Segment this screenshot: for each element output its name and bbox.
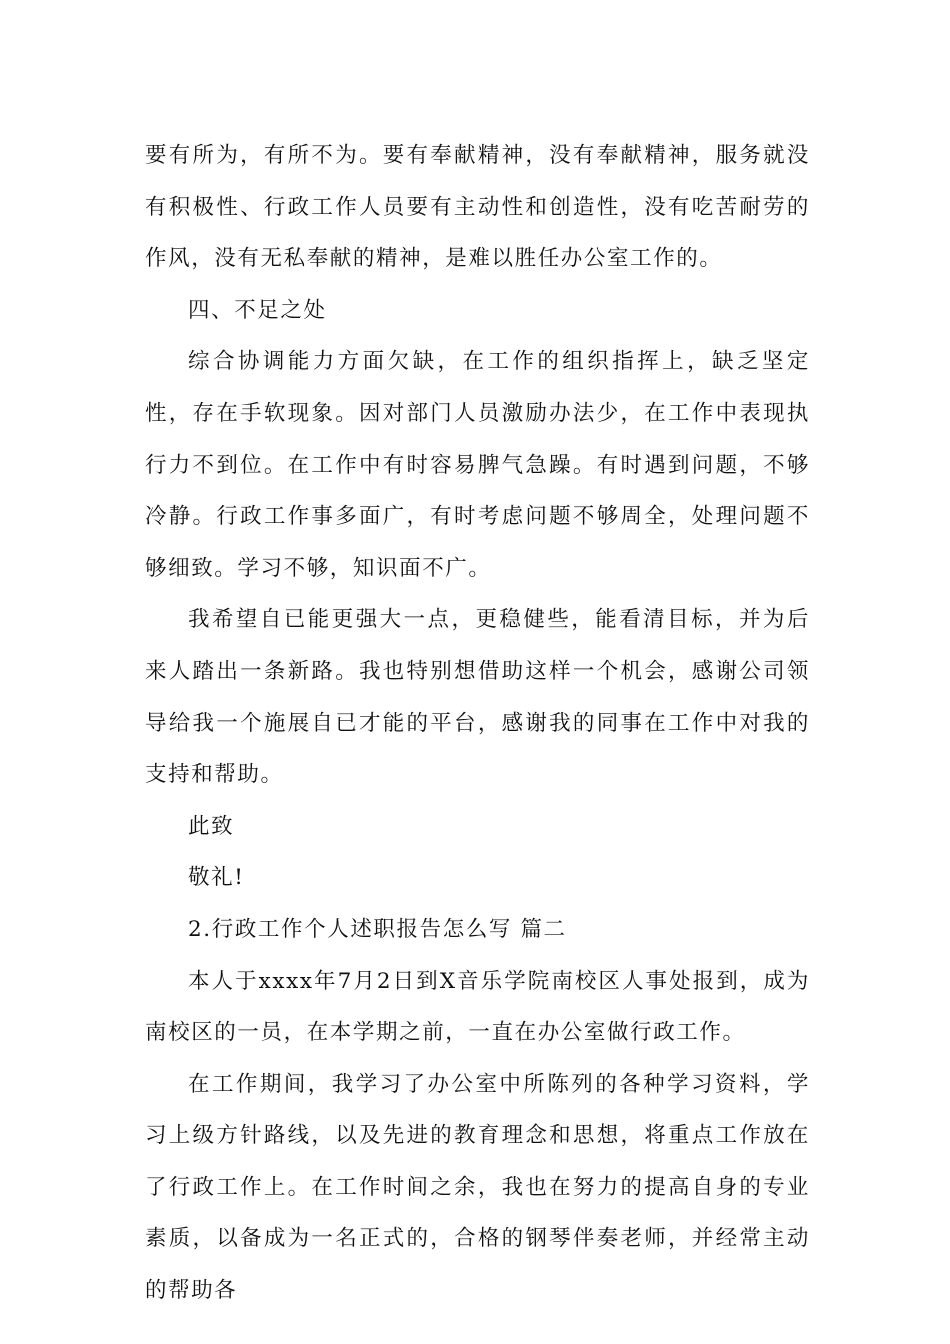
document-body [145,130,810,1317]
paragraph-service-spirit: 要有所为，有所不为。要有奉献精神，没有奉献精神，服务就没有积极性、行政工作人员要有主动性和创造性，没有吃苦耐劳的作风，没有无私奉献的精神，是难以胜任办公室工作的。 [145,143,810,272]
paragraph-hopes-and-thanks: 我希望自已能更强大一点，更稳健些，能看清目标，并为后来人踏出一条新路。我也特别想借助这样一个机会，感谢公司领导给我一个施展自已才能的平台，感谢我的同事在工作中对我的支持和帮助。 [145,607,810,788]
paragraph-work-period: 在工作期间，我学习了办公室中所陈列的各种学习资料，学习上级方针路线，以及先进的教育理念和思想，将重点工作放在了行政工作上。在工作时间之余，我也在努力的提高自身的专业素质，以备成为一名正式的，合格的钢琴伴奏老师，并经常主动的帮助各 [145,1071,810,1304]
paragraph-introduction: 本人于xxxx年7月2日到X音乐学院南校区人事处报到，成为南校区的一员，在本学期之前，一直在办公室做行政工作。 [145,968,810,1046]
paragraph-shortcomings: 综合协调能力方面欠缺，在工作的组织指挥上，缺乏坚定性，存在手软现象。因对部门人员激励办法少，在工作中表现执行力不到位。在工作中有时容易脾气急躁。有时遇到问题，不够冷静。行政工作事多面广，有时考虑问题不够周全，处理问题不够细致。学习不够，知识面不广。 [145,349,810,581]
section-heading-shortcomings: 四、不足之处 [188,297,327,323]
article-title-part-two: 2.行政工作个人述职报告怎么写 篇二 [188,916,567,942]
closing-regards: 敬礼! [188,865,245,891]
closing-salutation: 此致 [188,813,235,839]
